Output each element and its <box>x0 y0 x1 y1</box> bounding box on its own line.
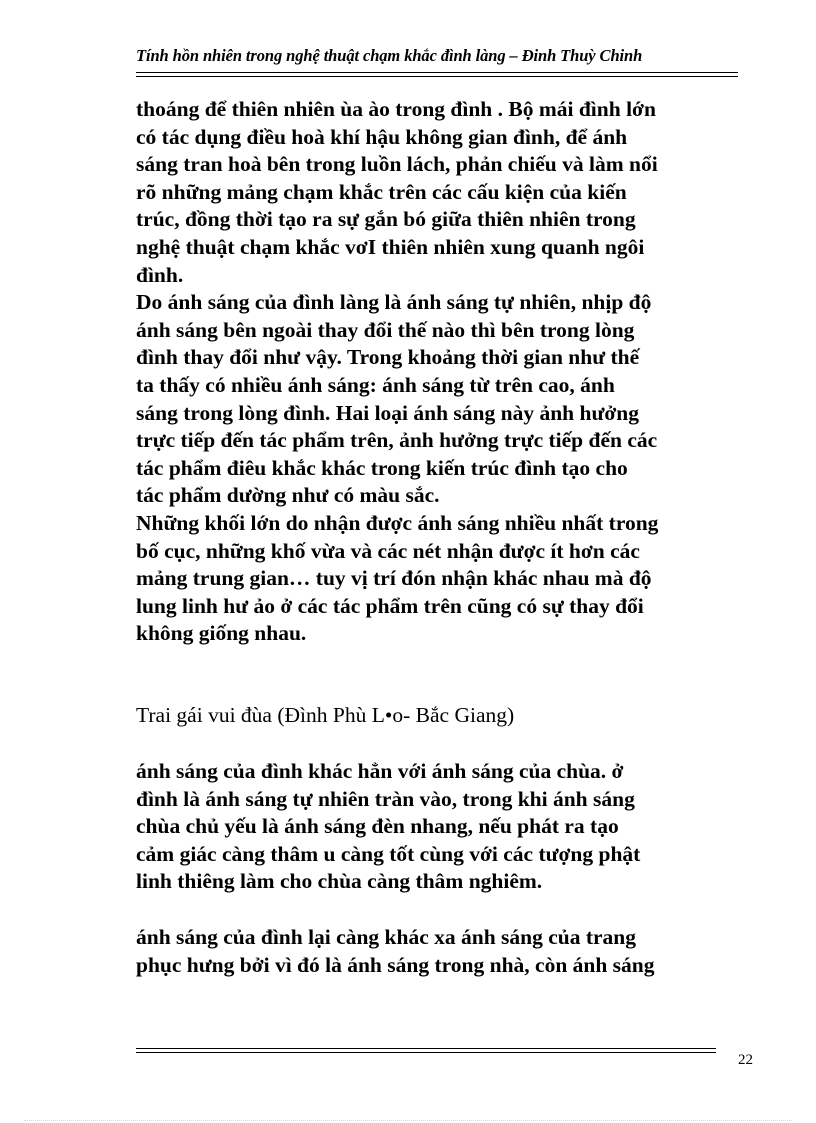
text-line: sáng tran hoà bên trong luồn lách, phản chiếu và làm nổi <box>136 152 658 177</box>
text-line: Những khối lớn do nhận được ánh sáng nhiều nhất trong <box>136 510 659 535</box>
text-line: không giống nhau. <box>136 621 307 646</box>
text-line: rõ những mảng chạm khắc trên các cấu kiện của kiến <box>136 179 627 204</box>
text-line: chùa chủ yếu là ánh sáng đèn nhang, nếu phát ra tạo <box>136 814 619 839</box>
paragraph <box>136 758 746 896</box>
page-number: 22 <box>738 1052 753 1068</box>
footer-rule-double <box>136 1052 716 1053</box>
text-line: phục hưng bởi vì đó là ánh sáng trong nhà, còn ánh sáng <box>136 952 655 977</box>
header-rule-double <box>136 76 738 77</box>
text-line: thoáng để thiên nhiên ùa ào trong đình . Bộ mái đình lớn <box>136 97 656 121</box>
text-line: lung linh hư ảo ở các tác phẩm trên cũng có sự thay đổi <box>136 593 644 618</box>
paragraph <box>136 96 746 289</box>
footer-rule <box>136 1048 716 1049</box>
text-line: nghệ thuật chạm khắc vơI thiên nhiên xung quanh ngôi <box>136 234 645 259</box>
paragraph <box>136 289 746 510</box>
text-line: sáng trong lòng đình. Hai loại ánh sáng này ảnh hưởng <box>136 400 639 425</box>
text-line: đình thay đổi như vậy. Trong khoảng thời gian như thế <box>136 345 640 370</box>
text-line: mảng trung gian… tuy vị trí đón nhận khác nhau mà độ <box>136 566 652 591</box>
text-line: ánh sáng bên ngoài thay đổi thế nào thì bên trong lòng <box>136 317 635 342</box>
text-line: đình là ánh sáng tự nhiên tràn vào, trong khi ánh sáng <box>136 786 635 811</box>
header-rule <box>136 72 738 73</box>
text-line: linh thiêng làm cho chùa càng thâm nghiêm. <box>136 869 543 894</box>
text-line: trúc, đồng thời tạo ra sự gắn bó giữa thiên nhiên trong <box>136 207 636 232</box>
text-line: ánh sáng của đình khác hẳn với ánh sáng của chùa. ở <box>136 759 624 783</box>
text-line: ánh sáng của đình lại càng khác xa ánh sáng của trang <box>136 925 637 949</box>
paragraph <box>136 510 746 648</box>
text-line: Do ánh sáng của đình làng là ánh sáng tự nhiên, nhịp độ <box>136 290 652 315</box>
body-text-upper <box>136 96 746 648</box>
text-line: tác phẩm dường như có màu sắc. <box>136 483 440 508</box>
running-header-title: Tính hồn nhiên trong nghệ thuật chạm khắc đình làng – Đinh Thuỳ Chinh <box>136 46 643 65</box>
text-line: đình. <box>136 262 184 287</box>
text-line: trực tiếp đến tác phẩm trên, ảnh hưởng trực tiếp đến các <box>136 428 658 453</box>
image-caption: Trai gái vui đùa (Đình Phù L•o- Bắc Giang) <box>136 703 515 727</box>
text-line: có tác dụng điều hoà khí hậu không gian đình, để ánh <box>136 124 628 149</box>
body-text-final <box>136 924 746 979</box>
text-line: bố cục, những khố vừa và các nét nhận được ít hơn các <box>136 538 640 563</box>
text-line: tác phẩm điêu khắc khác trong kiến trúc đình tạo cho <box>136 455 628 480</box>
body-text-lower <box>136 758 746 896</box>
text-line: cảm giác càng thâm u càng tốt cùng với các tượng phật <box>136 841 641 866</box>
page-edge-divider <box>24 1120 792 1121</box>
paragraph <box>136 924 746 979</box>
text-line: ta thấy có nhiều ánh sáng: ánh sáng từ trên cao, ánh <box>136 372 615 397</box>
